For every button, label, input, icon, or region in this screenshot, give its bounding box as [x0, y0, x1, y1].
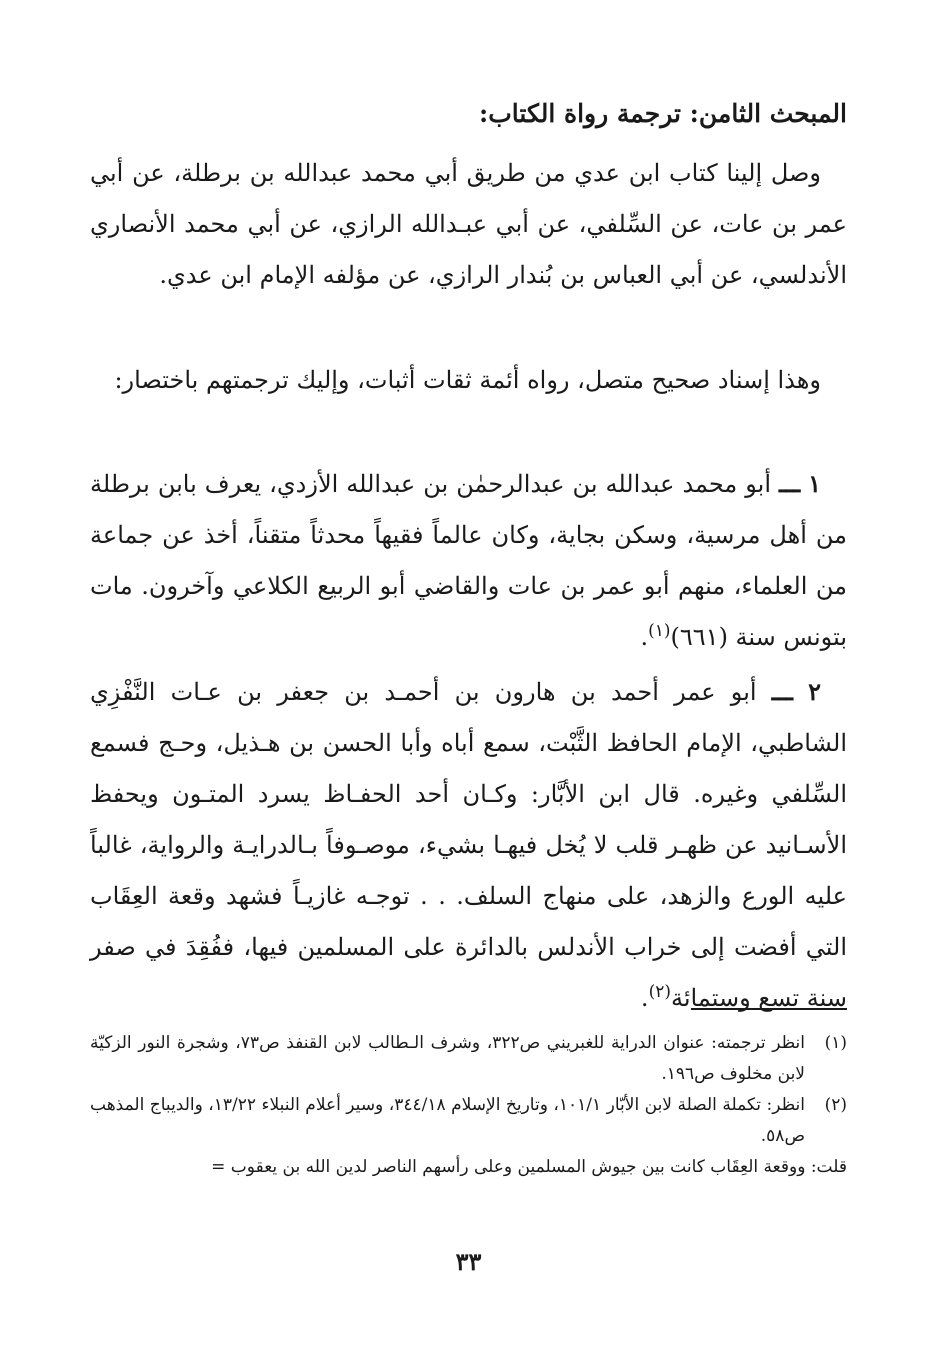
footnote-reference[interactable]: (٢): [648, 982, 671, 1002]
section-heading: المبحث الثامن: ترجمة رواة الكتاب:: [479, 99, 847, 128]
footnote-reference[interactable]: (١): [648, 621, 671, 641]
entry-number: ١: [808, 469, 821, 498]
biography-entry-2: [90, 666, 847, 1024]
entry-text: أبو عمر أحمد بن هارون بن أحمـد بن جعفر بن عـات النَّفْزِي الشاطبي، الإمام الحافظ الثَّبْت، سمع أباه وأبا الحسن بن هـذيل، وحـج فسمع السِّلفي وغيره. قال ابن الأبَّار: وكـان أحد الحفـاظ يسرد المتـون ويحفظ الأسـانيد عن ظهـر قلب لا يُخل فيهـا بشيء، موصـوفاً بـالدرايـة والرواية، غالباً عليه الورع والزهد، على منهاج السلف. . . توجـه غازيـاً فشهد وقعة العِقَاب التي أفضت إلى خراب الأندلس بالدائرة على المسلمين فيها، ففُقِدَ في صفر سنة تسع وستمائة: [90, 678, 848, 1012]
page-number: ٣٣: [455, 1247, 482, 1276]
entry-end: .: [640, 623, 649, 651]
footnote-text: انظر: تكملة الصلة لابن الأبّار ١٠١/١، وتاريخ الإسلام ٣٤٤/١٨، وسير أعلام النبلاء ١٣/٢٢، والديباج المذهب ص٥٨.: [90, 1095, 805, 1146]
footnote-1: [90, 1028, 847, 1090]
footnote-2: [90, 1090, 847, 1152]
paragraph-transmission-chain: [90, 148, 847, 301]
footnotes: [90, 1028, 847, 1183]
paragraph-text: وهذا إسناد صحيح متصل، رواه أئمة ثقات أثبات، وإليك ترجمتهم باختصار:: [114, 366, 821, 394]
footnote-text: انظر ترجمته: عنوان الدراية للغبريني ص٣٢٢، وشرف الـطالب لابن القنفذ ص٧٣، وشجرة النور الزكيّة لابن مخلوف ص١٩٦.: [90, 1033, 806, 1084]
entry-number: ٢: [808, 677, 821, 706]
entry-end: .: [640, 984, 649, 1012]
entry-dash: ـــ: [771, 677, 793, 706]
entry-dash: ـــ: [779, 469, 801, 498]
footnote-number: (١): [824, 1033, 847, 1053]
footnote-number: (٢): [824, 1095, 847, 1115]
footnote-divider: [691, 1008, 847, 1010]
paragraph-isnad-note: [90, 355, 847, 406]
entry-text: أبو محمد عبدالله بن عبدالرحمٰن بن عبدالله الأزدي، يعرف بابن برطلة من أهل مرسية، وسكن بجاية، وكان عالماً فقيهاً محدثاً متقناً، أخذ عن جماعة من العلماء، منهم أبو عمر بن عات والقاضي أبو الربيع الكلاعي وآخرون. مات بتونس سنة (٦٦١): [90, 470, 847, 651]
paragraph-text: وصل إلينا كتاب ابن عدي من طريق أبي محمد عبدالله بن برطلة، عن أبي عمر بن عات، عن السِّلفي، عن أبي عبـدالله الرازي، عن أبي محمد الأنصاري الأندلسي، عن أبي العباس بن بُندار الرازي، عن مؤلفه الإمام ابن عدي.: [90, 159, 847, 289]
biography-entry-1: [90, 458, 847, 663]
footnote-continuation: قلت: ووقعة العِقَاب كانت بين جيوش المسلمين وعلى رأسهم الناصر لدين الله بن يعقوب =: [211, 1157, 847, 1177]
